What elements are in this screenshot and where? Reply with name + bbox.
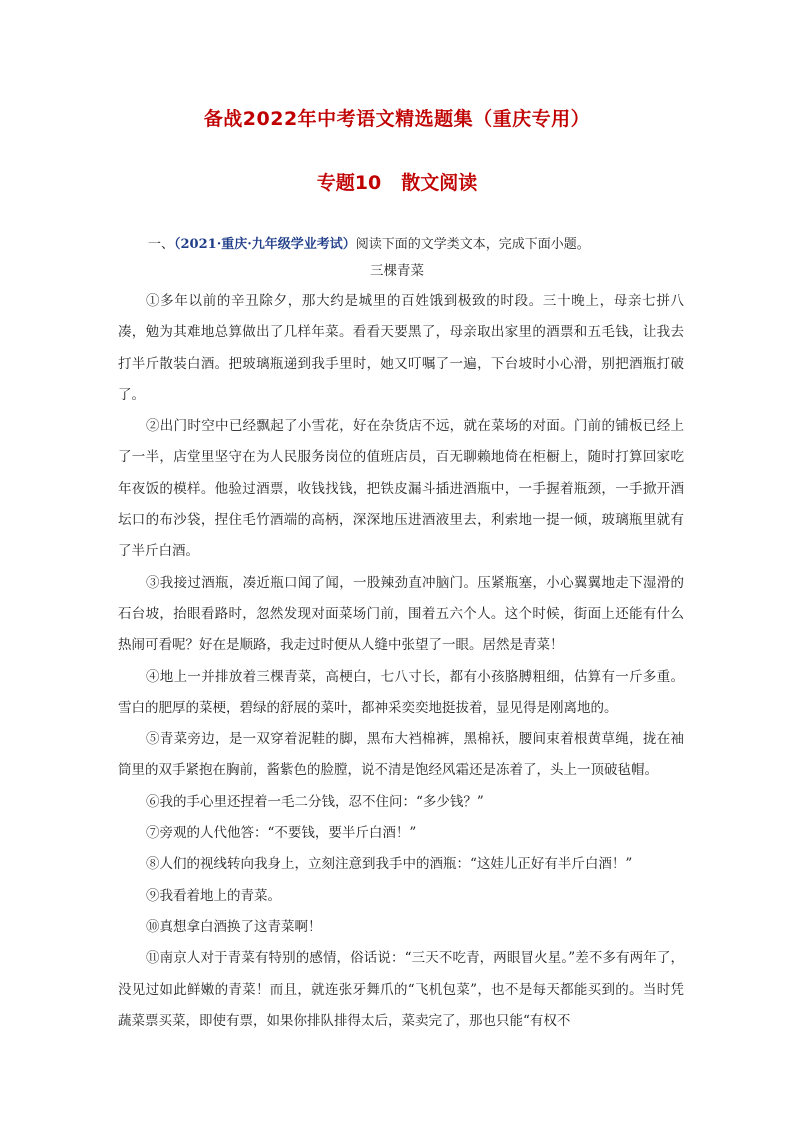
paragraph-2: ②出门时空中已经飘起了小雪花，好在杂货店不远，就在菜场的对面。门前的铺板已经上了一半，店堂里坚守在为人民服务岗位的值班店员，百无聊赖地倚在柜橱上，随时打算回家吃年夜饭的模样。他验过酒票，收钱找钱，把铁皮漏斗插进酒瓶中，一手握着瓶颈，一手掀开酒坛口的布沙袋，捏住毛竹酒端的高柄，深深地压进酒液里去，利索地一提一倾，玻璃瓶里就有了半斤白酒。 <box>118 418 684 560</box>
question-source: （2021·重庆·九年级学业考试） <box>174 237 356 252</box>
paragraph-5: ⑤青菜旁边，是一双穿着泥鞋的脚，黑布大裆棉裤，黑棉袄，腰间束着根黄草绳，拢在袖筒里的双手紧抱在胸前，酱紫色的脸膛，说不清是饱经风霜还是冻着了，头上一顶破毡帽。 <box>118 731 684 779</box>
paragraph-6: ⑥我的手心里还捏着一毛二分钱，忍不住问：“多少钱？” <box>146 793 484 810</box>
topic-number: 专题10 <box>316 172 382 194</box>
paragraph-7: ⑦旁观的人代他答：“不要钱，要半斤白酒！” <box>146 825 417 842</box>
paragraph-3: ③我接过酒瓶，凑近瓶口闻了闻，一股辣劲直冲脑门。压紧瓶塞，小心翼翼地走下湿滑的石台坡，抬眼看路时，忽然发现对面菜场门前，围着五六个人。这个时候，街面上还能有什么热闹可看呢？好在是顺路，我走过时便从人缝中张望了一眼。居然是青菜！ <box>118 574 684 654</box>
paragraph-9: ⑨我看着地上的青菜。 <box>146 887 281 904</box>
topic-name: 散文阅读 <box>401 172 478 194</box>
paragraph-10: ⑩真想拿白酒换了这青菜啊！ <box>146 918 322 935</box>
paragraph-8: ⑧人们的视线转向我身上，立刻注意到我手中的酒瓶：“这娃儿正好有半斤白酒！” <box>146 856 633 873</box>
essay-title: 三棵青菜 <box>370 263 424 279</box>
question-stem <box>148 233 708 252</box>
main-title: 备战2022年中考语文精选题集（重庆专用） <box>203 108 591 130</box>
paragraph-4: ④地上一并排放着三棵青菜，高梗白，七八寸长，都有小孩胳膊粗细，估算有一斤多重。雪白的肥厚的菜梗，碧绿的舒展的菜叶，都神采奕奕地挺拔着，显见得是刚离地的。 <box>118 668 684 716</box>
question-number: 一、 <box>148 237 175 252</box>
essay-body <box>118 286 684 1037</box>
sub-title <box>0 168 794 195</box>
paragraph-1: ①多年以前的辛丑除夕，那大约是城里的百姓饿到极致的时段。三十晚上，母亲七拼八凑，勉为其难地总算做出了几样年菜。看看天要黑了，母亲取出家里的酒票和五毛钱，让我去打半斤散装白酒。把玻璃瓶递到我手里时，她又叮嘱了一遍，下台坡时小心滑，别把酒瓶打破了。 <box>118 293 684 403</box>
question-instruction: 阅读下面的文学类文本，完成下面小题。 <box>355 237 590 252</box>
paragraph-11: ⑪南京人对于青菜有特别的感情，俗话说：“三天不吃青，两眼冒火星。”差不多有两年了，没见过如此鲜嫩的青菜！而且，就连张牙舞爪的“飞机包菜”，也不是每天都能买到的。当时凭蔬菜票买菜，即使有票，如果你排队排得太后，菜卖完了，那也只能“有权不 <box>118 950 684 1029</box>
